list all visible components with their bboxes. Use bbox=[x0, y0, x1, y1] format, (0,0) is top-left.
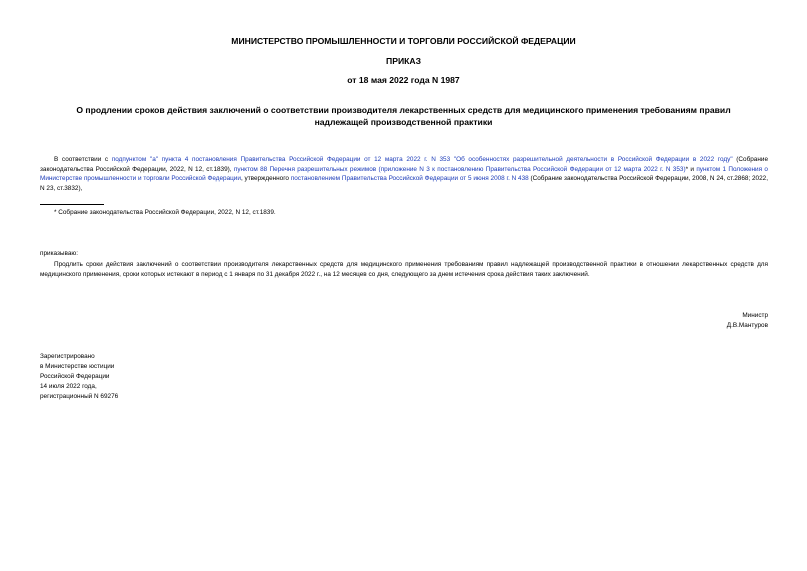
footnote: * Собрание законодательства Российской Федерации, 2022, N 12, ст.1839. bbox=[54, 209, 276, 216]
preamble-link-resolution-353[interactable]: подпунктом "а" пункта 4 постановления Правительства Российской Федерации от 12 марта 2022 г. N 353 "Об особенностях разрешительной деятельности в Российской Федерации в 2022 году" bbox=[111, 156, 733, 163]
document-date-number: от 18 мая 2022 года N 1987 bbox=[347, 75, 460, 85]
registration-block bbox=[40, 352, 118, 402]
registration-line: в Министерстве юстиции bbox=[40, 363, 115, 371]
order-paragraph: Продлить сроки действия заключений о соответствии производителя лекарственных средств для медицинского применения требованиям правил надлежащей производственной практики в отношении лекарственных средств для медицинского применения, сроки которых истекают в период с 1 января по 31 декабря 2022 г., на 12 месяцев со дня, следующего за днем истечения срока действия таких заключений. bbox=[40, 261, 768, 278]
orders-word: приказываю: bbox=[40, 250, 78, 257]
document-type: ПРИКАЗ bbox=[386, 56, 421, 66]
registration-line: Зарегистрировано bbox=[40, 353, 95, 360]
preamble-link-permits-list[interactable]: пунктом 88 Перечня разрешительных режимов (приложение N 3 к постановлению Правительства Российской Федерации от 12 марта 2022 г. N 353) bbox=[233, 165, 686, 173]
preamble-link-resolution-438[interactable]: постановлением Правительства Российской Федерации от 5 июня 2008 г. N 438 bbox=[290, 175, 529, 183]
preamble-text-5: (Собрание законодательства Российской Федерации, 2008, N 24, ст.2868; 2022, N 23, ст.3832), bbox=[40, 175, 768, 192]
preamble-link-ministry-regulation[interactable]: пунктом 1 Положения о Министерстве промышленности и торговли Российской Федерации bbox=[40, 165, 768, 183]
preamble-text-2: (Собрание законодательства Российской Федерации, 2022, N 12, ст.1839), bbox=[40, 156, 768, 173]
preamble-text-3: * и bbox=[685, 165, 697, 173]
preamble-text-1: В соответствии с bbox=[54, 156, 112, 163]
signatory-name: Д.В.Мантуров bbox=[726, 322, 768, 329]
preamble-paragraph bbox=[40, 155, 768, 193]
registration-line: регистрационный N 69276 bbox=[40, 393, 119, 401]
registration-line: 14 июля 2022 года, bbox=[40, 383, 97, 391]
footnote-divider bbox=[40, 204, 104, 205]
document-subject: О продлении сроков действия заключений о соответствии производителя лекарственных средств для медицинского применения требованиям правил надлежащей производственной практики bbox=[76, 105, 731, 127]
ministry-heading: МИНИСТЕРСТВО ПРОМЫШЛЕННОСТИ И ТОРГОВЛИ РОССИЙСКОЙ ФЕДЕРАЦИИ bbox=[231, 36, 576, 46]
registration-line: Российской Федерации bbox=[40, 373, 110, 381]
signatory-title: Министр bbox=[742, 312, 768, 319]
preamble-text-4: , утвержденного bbox=[240, 175, 291, 183]
